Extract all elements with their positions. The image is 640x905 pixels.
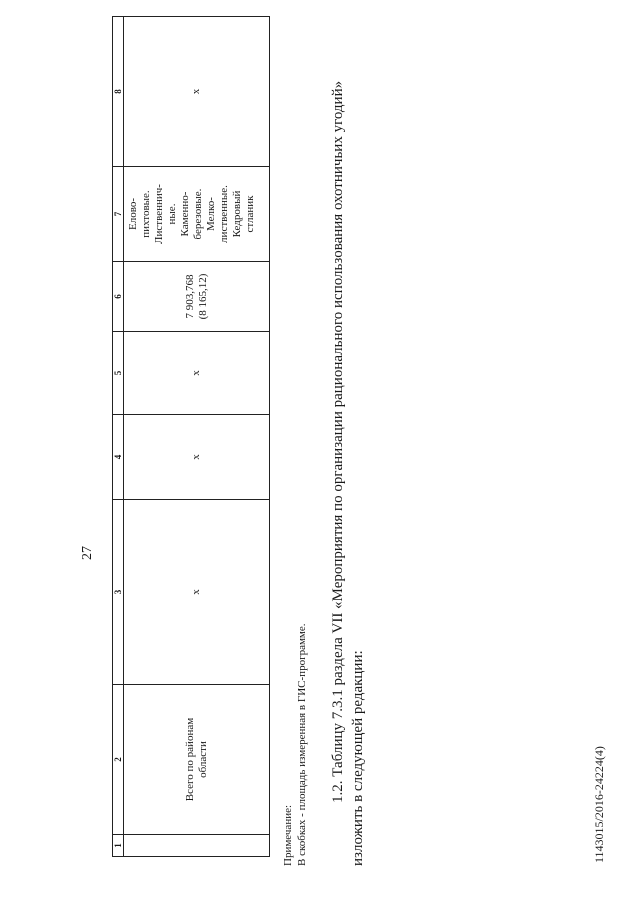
table-header-cell: 1 bbox=[113, 835, 124, 857]
forest-type-line: стланик bbox=[244, 195, 256, 233]
table-cell: x bbox=[124, 500, 270, 685]
data-table bbox=[112, 17, 270, 857]
table-cell-region: Всего по районам области bbox=[124, 685, 270, 835]
table-row bbox=[124, 17, 270, 857]
area-gis-value: (8 165,12) bbox=[196, 273, 209, 320]
page-number: 27 bbox=[80, 546, 95, 560]
table-header-cell: 4 bbox=[113, 415, 124, 500]
forest-type-line: Кедровый bbox=[231, 190, 243, 238]
note-title: Примечание: bbox=[282, 804, 294, 866]
table-header-cell: 3 bbox=[113, 500, 124, 685]
table-cell-forest-types bbox=[124, 167, 270, 262]
table-header-cell: 7 bbox=[113, 167, 124, 262]
document-id: 1143015/2016-24224(4) bbox=[592, 746, 606, 863]
area-value: 7 903,768 bbox=[183, 274, 196, 319]
forest-type-line: Елово- bbox=[127, 198, 139, 230]
table-header-row bbox=[113, 17, 124, 857]
forest-type-line: Лиственнич- bbox=[153, 184, 165, 244]
forest-type-line: ные. bbox=[166, 203, 178, 225]
forest-type-line: Мелко- bbox=[205, 197, 217, 231]
table-header-cell: 8 bbox=[113, 17, 124, 167]
table-header-cell: 6 bbox=[113, 262, 124, 332]
table-header-cell: 2 bbox=[113, 685, 124, 835]
table-cell: x bbox=[124, 17, 270, 167]
table-cell-index bbox=[124, 835, 270, 857]
paragraph-line-1: 1.2. Таблицу 7.3.1 раздела VII «Мероприятия по организации рационального использования охотничьих угодий» bbox=[330, 80, 346, 803]
forest-type-line: березовые. bbox=[192, 188, 204, 240]
forest-type-line: лиственные. bbox=[218, 185, 230, 243]
table-cell: x bbox=[124, 415, 270, 500]
forest-type-line: Каменно- bbox=[179, 191, 191, 237]
table-header-cell: 5 bbox=[113, 332, 124, 415]
forest-type-line: пихтовые. bbox=[140, 190, 152, 238]
table-cell: x bbox=[124, 332, 270, 415]
table-cell-area bbox=[124, 262, 270, 332]
note-text: В скобках - площадь измеренная в ГИС-программе. bbox=[296, 623, 308, 866]
paragraph-line-2: изложить в следующей редакции: bbox=[350, 650, 366, 866]
